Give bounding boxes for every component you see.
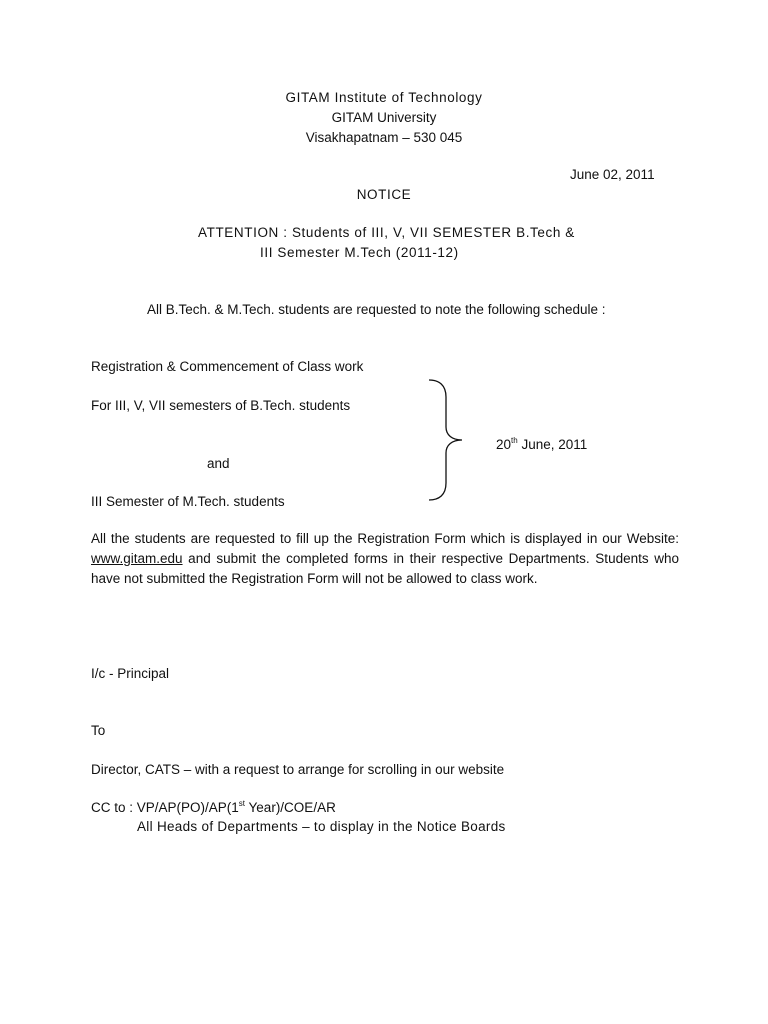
registration-paragraph <box>91 529 679 589</box>
date-day: 20 <box>496 437 512 452</box>
paragraph-text-2: and submit the completed forms in their respective Departments. Students who have not submitted the Registration Form will not be allowed to class work. <box>91 551 679 586</box>
university-name: GITAM University <box>331 110 437 125</box>
cc-suffix: Year)/COE/AR <box>245 800 336 815</box>
date-ordinal: th <box>511 436 518 445</box>
cc-prefix: CC to : VP/AP(PO)/AP(1 <box>91 800 239 815</box>
attention-line-2: III Semester M.Tech (2011-12) <box>260 245 459 260</box>
schedule-item-mtech: III Semester of M.Tech. students <box>91 494 285 509</box>
intro-text: All B.Tech. & M.Tech. students are requested to note the following schedule : <box>147 302 606 317</box>
notice-title: NOTICE <box>356 187 412 202</box>
date-rest: June, 2011 <box>517 437 588 452</box>
signature-principal: I/c - Principal <box>91 666 170 681</box>
schedule-item-btech: For III, V, VII semesters of B.Tech. students <box>91 398 351 413</box>
cc-ordinal: st <box>238 799 246 808</box>
notice-date: June 02, 2011 <box>570 167 655 182</box>
to-label: To <box>91 723 106 738</box>
paragraph-text-1: All the students are requested to fill up the Registration Form which is displayed in our Website: <box>91 531 679 546</box>
cc-line <box>91 800 336 816</box>
director-line: Director, CATS – with a request to arrange for scrolling in our website <box>91 762 505 777</box>
attention-line-1: ATTENTION : Students of III, V, VII SEMESTER B.Tech & <box>198 225 575 240</box>
schedule-and: and <box>207 456 230 471</box>
institute-name: GITAM Institute of Technology <box>285 90 483 105</box>
commencement-date <box>496 437 587 453</box>
cc-heads-of-departments: All Heads of Departments – to display in the Notice Boards <box>137 819 506 834</box>
university-address: Visakhapatnam – 530 045 <box>305 130 463 145</box>
schedule-heading: Registration & Commencement of Class work <box>91 359 364 374</box>
curly-brace-icon <box>425 377 469 503</box>
website-link[interactable]: www.gitam.edu <box>91 551 183 566</box>
